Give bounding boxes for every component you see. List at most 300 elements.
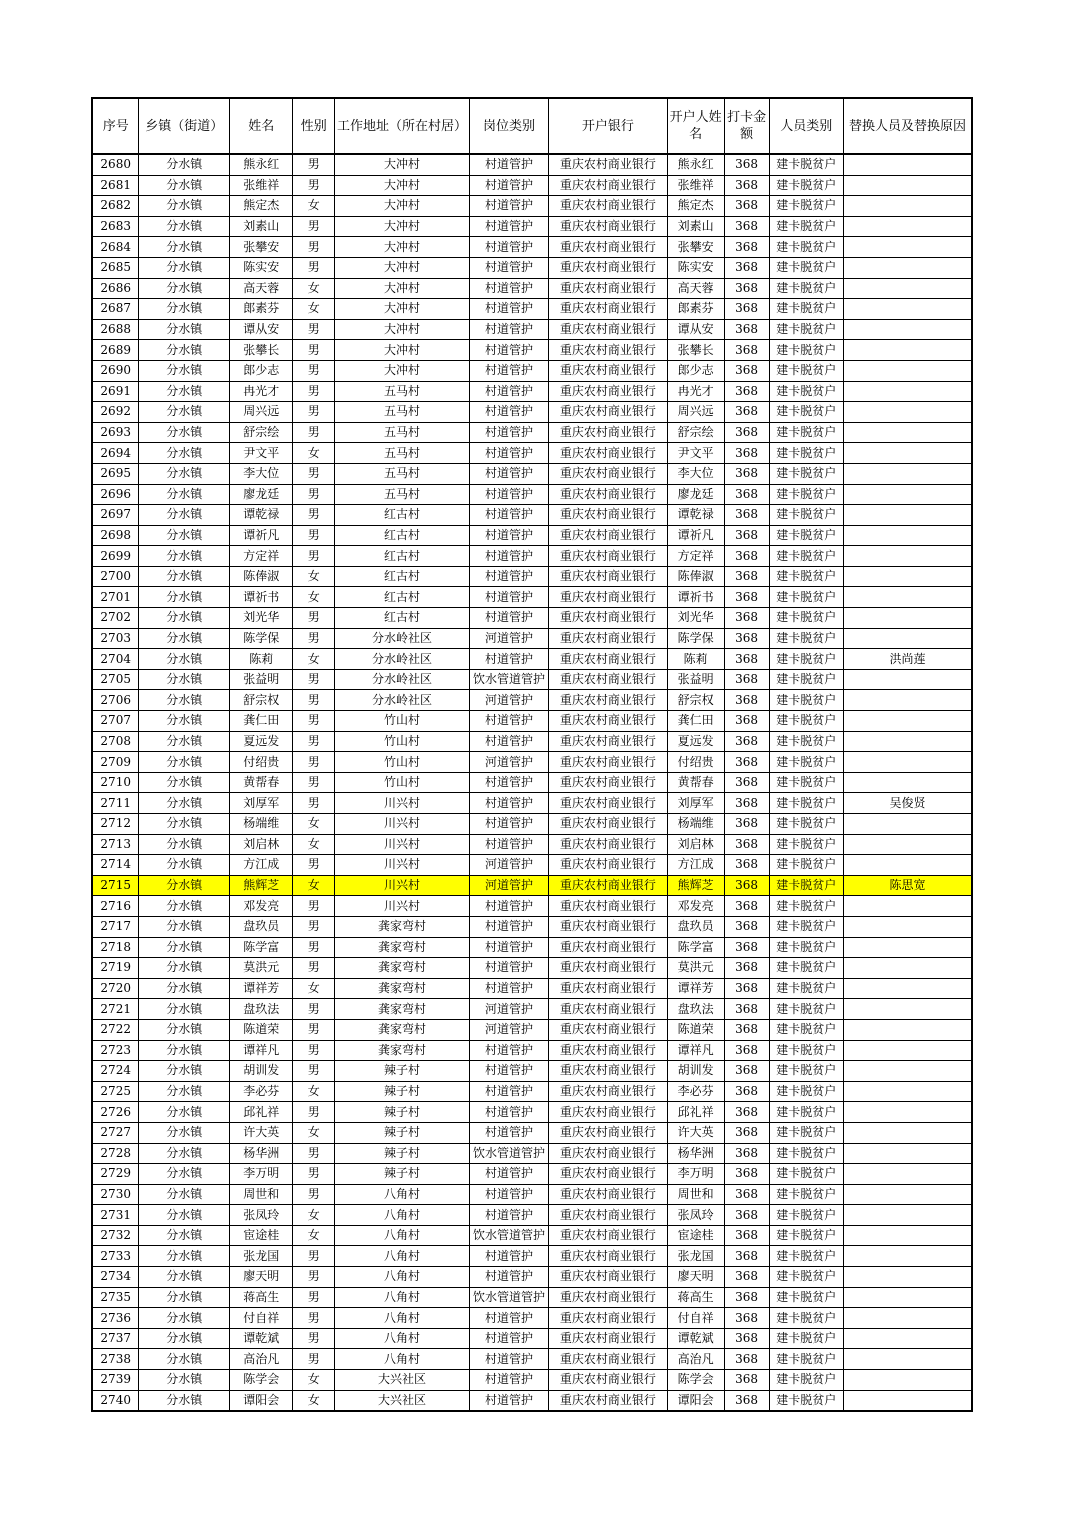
bank-cell: 重庆农村商业银行 (549, 1184, 667, 1205)
bank-cell: 重庆农村商业银行 (549, 690, 667, 711)
name-cell: 谭乾斌 (230, 1328, 293, 1349)
amount-cell: 368 (724, 711, 769, 732)
post-type-cell: 村道管护 (469, 1349, 549, 1370)
table-row (92, 1040, 972, 1061)
gender-cell: 女 (293, 587, 335, 608)
name-cell: 龚仁田 (230, 711, 293, 732)
replacement-cell (843, 216, 972, 237)
holder-cell: 廖天明 (667, 1267, 724, 1288)
town-cell: 分水镇 (139, 772, 230, 793)
table-row (92, 1122, 972, 1143)
bank-cell: 重庆农村商业银行 (549, 278, 667, 299)
table-row (92, 360, 972, 381)
gender-cell: 男 (293, 360, 335, 381)
category-cell: 建卡脱贫户 (769, 1019, 843, 1040)
name-cell: 周兴远 (230, 402, 293, 423)
town-cell: 分水镇 (139, 175, 230, 196)
category-cell: 建卡脱贫户 (769, 1164, 843, 1185)
holder-cell: 陈学会 (667, 1370, 724, 1391)
bank-cell: 重庆农村商业银行 (549, 855, 667, 876)
category-cell: 建卡脱贫户 (769, 711, 843, 732)
category-cell: 建卡脱贫户 (769, 690, 843, 711)
serial-cell: 2723 (92, 1040, 139, 1061)
name-cell: 张维祥 (230, 175, 293, 196)
amount-cell: 368 (724, 896, 769, 917)
gender-cell: 男 (293, 608, 335, 629)
bank-cell: 重庆农村商业银行 (549, 587, 667, 608)
amount-cell: 368 (724, 1287, 769, 1308)
table-row (92, 628, 972, 649)
gender-cell: 男 (293, 958, 335, 979)
gender-cell: 男 (293, 772, 335, 793)
table-row (92, 855, 972, 876)
town-cell: 分水镇 (139, 1102, 230, 1123)
name-cell: 陈莉 (230, 649, 293, 670)
serial-cell: 2712 (92, 814, 139, 835)
address-cell: 五马村 (335, 422, 470, 443)
holder-cell: 杨端维 (667, 814, 724, 835)
name-cell: 付绍贵 (230, 752, 293, 773)
replacement-cell (843, 175, 972, 196)
name-cell: 高天蓉 (230, 278, 293, 299)
holder-cell: 宦途桂 (667, 1225, 724, 1246)
gender-cell: 男 (293, 319, 335, 340)
table-row (92, 1102, 972, 1123)
amount-cell: 368 (724, 855, 769, 876)
bank-cell: 重庆农村商业银行 (549, 402, 667, 423)
gender-cell: 女 (293, 978, 335, 999)
gender-cell: 女 (293, 1122, 335, 1143)
category-cell: 建卡脱贫户 (769, 1102, 843, 1123)
town-cell: 分水镇 (139, 422, 230, 443)
amount-cell: 368 (724, 505, 769, 526)
replacement-cell (843, 855, 972, 876)
category-cell: 建卡脱贫户 (769, 422, 843, 443)
bank-cell: 重庆农村商业银行 (549, 463, 667, 484)
name-cell: 谭乾禄 (230, 505, 293, 526)
holder-cell: 尹文平 (667, 443, 724, 464)
amount-cell: 368 (724, 649, 769, 670)
replacement-cell (843, 319, 972, 340)
holder-cell: 李万明 (667, 1164, 724, 1185)
address-cell: 红古村 (335, 505, 470, 526)
category-cell: 建卡脱贫户 (769, 772, 843, 793)
gender-cell: 男 (293, 154, 335, 175)
serial-cell: 2692 (92, 402, 139, 423)
name-cell: 张凤玲 (230, 1205, 293, 1226)
category-cell: 建卡脱贫户 (769, 1328, 843, 1349)
gender-cell: 男 (293, 1164, 335, 1185)
bank-cell: 重庆农村商业银行 (549, 814, 667, 835)
replacement-cell (843, 381, 972, 402)
bank-cell: 重庆农村商业银行 (549, 649, 667, 670)
name-cell: 尹文平 (230, 443, 293, 464)
category-cell: 建卡脱贫户 (769, 1122, 843, 1143)
post-type-cell: 河道管护 (469, 752, 549, 773)
table-row (92, 875, 972, 896)
amount-cell: 368 (724, 319, 769, 340)
serial-cell: 2691 (92, 381, 139, 402)
table-row (92, 154, 972, 175)
serial-cell: 2719 (92, 958, 139, 979)
town-cell: 分水镇 (139, 608, 230, 629)
bank-cell: 重庆农村商业银行 (549, 1102, 667, 1123)
post-type-cell: 村道管护 (469, 566, 549, 587)
town-cell: 分水镇 (139, 1019, 230, 1040)
amount-cell: 368 (724, 1328, 769, 1349)
amount-cell: 368 (724, 1205, 769, 1226)
town-cell: 分水镇 (139, 1370, 230, 1391)
name-cell: 李大位 (230, 463, 293, 484)
amount-cell: 368 (724, 958, 769, 979)
address-cell: 大冲村 (335, 319, 470, 340)
holder-cell: 刘素山 (667, 216, 724, 237)
town-cell: 分水镇 (139, 319, 230, 340)
replacement-cell (843, 1349, 972, 1370)
table-row (92, 772, 972, 793)
bank-cell: 重庆农村商业银行 (549, 1308, 667, 1329)
replacement-cell (843, 566, 972, 587)
replacement-cell (843, 278, 972, 299)
replacement-cell (843, 1040, 972, 1061)
table-row (92, 319, 972, 340)
address-cell: 分水岭社区 (335, 628, 470, 649)
serial-cell: 2730 (92, 1184, 139, 1205)
address-cell: 八角村 (335, 1267, 470, 1288)
table-row (92, 711, 972, 732)
serial-cell: 2698 (92, 525, 139, 546)
holder-cell: 刘光华 (667, 608, 724, 629)
table-row (92, 463, 972, 484)
holder-cell: 冉光才 (667, 381, 724, 402)
table-body (92, 154, 972, 1411)
gender-cell: 男 (293, 484, 335, 505)
holder-cell: 陈莉 (667, 649, 724, 670)
table-row (92, 1328, 972, 1349)
serial-cell: 2695 (92, 463, 139, 484)
town-cell: 分水镇 (139, 669, 230, 690)
table-row (92, 381, 972, 402)
bank-cell: 重庆农村商业银行 (549, 216, 667, 237)
name-cell: 周世和 (230, 1184, 293, 1205)
address-cell: 大冲村 (335, 175, 470, 196)
holder-cell: 谭祥芳 (667, 978, 724, 999)
town-cell: 分水镇 (139, 1349, 230, 1370)
amount-cell: 368 (724, 875, 769, 896)
town-cell: 分水镇 (139, 855, 230, 876)
amount-cell: 368 (724, 1308, 769, 1329)
address-cell: 红古村 (335, 587, 470, 608)
holder-cell: 夏远发 (667, 731, 724, 752)
table-row (92, 690, 972, 711)
gender-cell: 男 (293, 711, 335, 732)
amount-cell: 368 (724, 834, 769, 855)
serial-cell: 2737 (92, 1328, 139, 1349)
holder-cell: 许大英 (667, 1122, 724, 1143)
category-cell: 建卡脱贫户 (769, 1246, 843, 1267)
name-cell: 熊定杰 (230, 196, 293, 217)
town-cell: 分水镇 (139, 690, 230, 711)
gender-cell: 男 (293, 216, 335, 237)
name-cell: 盘玖员 (230, 916, 293, 937)
town-cell: 分水镇 (139, 216, 230, 237)
post-type-cell: 村道管护 (469, 525, 549, 546)
replacement-cell (843, 1205, 972, 1226)
bank-cell: 重庆农村商业银行 (549, 999, 667, 1020)
holder-cell: 陈道荣 (667, 1019, 724, 1040)
replacement-cell (843, 587, 972, 608)
header-row (92, 98, 972, 154)
col-header-town: 乡镇（街道） (139, 98, 230, 154)
amount-cell: 368 (724, 381, 769, 402)
table-row (92, 752, 972, 773)
name-cell: 郎素芬 (230, 299, 293, 320)
category-cell: 建卡脱贫户 (769, 175, 843, 196)
post-type-cell: 村道管护 (469, 1308, 549, 1329)
category-cell: 建卡脱贫户 (769, 237, 843, 258)
category-cell: 建卡脱贫户 (769, 1370, 843, 1391)
post-type-cell: 村道管护 (469, 1040, 549, 1061)
replacement-cell (843, 360, 972, 381)
address-cell: 大冲村 (335, 257, 470, 278)
name-cell: 廖天明 (230, 1267, 293, 1288)
replacement-cell (843, 1225, 972, 1246)
bank-cell: 重庆农村商业银行 (549, 752, 667, 773)
category-cell: 建卡脱贫户 (769, 196, 843, 217)
post-type-cell: 村道管护 (469, 916, 549, 937)
bank-cell: 重庆农村商业银行 (549, 1122, 667, 1143)
town-cell: 分水镇 (139, 587, 230, 608)
post-type-cell: 村道管护 (469, 1102, 549, 1123)
replacement-cell (843, 546, 972, 567)
post-type-cell: 村道管护 (469, 360, 549, 381)
address-cell: 大兴社区 (335, 1390, 470, 1411)
gender-cell: 男 (293, 237, 335, 258)
amount-cell: 368 (724, 937, 769, 958)
post-type-cell: 村道管护 (469, 1328, 549, 1349)
amount-cell: 368 (724, 463, 769, 484)
serial-cell: 2722 (92, 1019, 139, 1040)
holder-cell: 刘启林 (667, 834, 724, 855)
gender-cell: 男 (293, 1143, 335, 1164)
town-cell: 分水镇 (139, 999, 230, 1020)
category-cell: 建卡脱贫户 (769, 752, 843, 773)
amount-cell: 368 (724, 1184, 769, 1205)
gender-cell: 男 (293, 1102, 335, 1123)
post-type-cell: 村道管护 (469, 896, 549, 917)
holder-cell: 周世和 (667, 1184, 724, 1205)
serial-cell: 2713 (92, 834, 139, 855)
holder-cell: 张龙国 (667, 1246, 724, 1267)
table-row (92, 1390, 972, 1411)
replacement-cell (843, 257, 972, 278)
table-row (92, 299, 972, 320)
post-type-cell: 村道管护 (469, 1370, 549, 1391)
address-cell: 红古村 (335, 608, 470, 629)
amount-cell: 368 (724, 1225, 769, 1246)
holder-cell: 谭祥凡 (667, 1040, 724, 1061)
amount-cell: 368 (724, 1370, 769, 1391)
amount-cell: 368 (724, 1019, 769, 1040)
serial-cell: 2726 (92, 1102, 139, 1123)
roster-table (91, 97, 973, 1412)
post-type-cell: 村道管护 (469, 154, 549, 175)
category-cell: 建卡脱贫户 (769, 1349, 843, 1370)
town-cell: 分水镇 (139, 443, 230, 464)
gender-cell: 男 (293, 381, 335, 402)
holder-cell: 高天蓉 (667, 278, 724, 299)
amount-cell: 368 (724, 608, 769, 629)
table-row (92, 669, 972, 690)
bank-cell: 重庆农村商业银行 (549, 257, 667, 278)
name-cell: 陈学保 (230, 628, 293, 649)
table-row (92, 1287, 972, 1308)
col-header-serial: 序号 (92, 98, 139, 154)
holder-cell: 谭祈书 (667, 587, 724, 608)
replacement-cell (843, 1287, 972, 1308)
address-cell: 大冲村 (335, 360, 470, 381)
table-row (92, 1143, 972, 1164)
holder-cell: 莫洪元 (667, 958, 724, 979)
category-cell: 建卡脱贫户 (769, 402, 843, 423)
amount-cell: 368 (724, 484, 769, 505)
serial-cell: 2717 (92, 916, 139, 937)
town-cell: 分水镇 (139, 649, 230, 670)
gender-cell: 男 (293, 999, 335, 1020)
town-cell: 分水镇 (139, 896, 230, 917)
replacement-cell (843, 628, 972, 649)
gender-cell: 男 (293, 1349, 335, 1370)
serial-cell: 2709 (92, 752, 139, 773)
town-cell: 分水镇 (139, 752, 230, 773)
town-cell: 分水镇 (139, 875, 230, 896)
serial-cell: 2680 (92, 154, 139, 175)
replacement-cell (843, 958, 972, 979)
amount-cell: 368 (724, 916, 769, 937)
post-type-cell: 村道管护 (469, 711, 549, 732)
serial-cell: 2705 (92, 669, 139, 690)
gender-cell: 男 (293, 1061, 335, 1082)
bank-cell: 重庆农村商业银行 (549, 566, 667, 587)
category-cell: 建卡脱贫户 (769, 1205, 843, 1226)
serial-cell: 2729 (92, 1164, 139, 1185)
town-cell: 分水镇 (139, 340, 230, 361)
holder-cell: 刘厚军 (667, 793, 724, 814)
amount-cell: 368 (724, 1081, 769, 1102)
replacement-cell (843, 752, 972, 773)
serial-cell: 2716 (92, 896, 139, 917)
replacement-cell (843, 711, 972, 732)
serial-cell: 2702 (92, 608, 139, 629)
col-header-amount: 打卡金额 (724, 98, 769, 154)
name-cell: 蒋高生 (230, 1287, 293, 1308)
post-type-cell: 村道管护 (469, 814, 549, 835)
serial-cell: 2690 (92, 360, 139, 381)
gender-cell: 女 (293, 299, 335, 320)
holder-cell: 张攀安 (667, 237, 724, 258)
bank-cell: 重庆农村商业银行 (549, 1205, 667, 1226)
serial-cell: 2720 (92, 978, 139, 999)
amount-cell: 368 (724, 690, 769, 711)
amount-cell: 368 (724, 1143, 769, 1164)
serial-cell: 2735 (92, 1287, 139, 1308)
replacement-cell (843, 340, 972, 361)
address-cell: 八角村 (335, 1328, 470, 1349)
amount-cell: 368 (724, 752, 769, 773)
category-cell: 建卡脱贫户 (769, 608, 843, 629)
amount-cell: 368 (724, 1390, 769, 1411)
serial-cell: 2733 (92, 1246, 139, 1267)
name-cell: 廖龙廷 (230, 484, 293, 505)
category-cell: 建卡脱贫户 (769, 1308, 843, 1329)
post-type-cell: 村道管护 (469, 1184, 549, 1205)
name-cell: 陈实安 (230, 257, 293, 278)
town-cell: 分水镇 (139, 381, 230, 402)
replacement-cell (843, 669, 972, 690)
town-cell: 分水镇 (139, 814, 230, 835)
amount-cell: 368 (724, 731, 769, 752)
gender-cell: 女 (293, 278, 335, 299)
replacement-cell (843, 196, 972, 217)
post-type-cell: 村道管护 (469, 587, 549, 608)
table-row (92, 1061, 972, 1082)
name-cell: 张攀安 (230, 237, 293, 258)
post-type-cell: 村道管护 (469, 278, 549, 299)
category-cell: 建卡脱贫户 (769, 443, 843, 464)
table-row (92, 793, 972, 814)
town-cell: 分水镇 (139, 1390, 230, 1411)
address-cell: 红古村 (335, 546, 470, 567)
gender-cell: 男 (293, 937, 335, 958)
address-cell: 龚家弯村 (335, 1040, 470, 1061)
table-row (92, 216, 972, 237)
address-cell: 竹山村 (335, 772, 470, 793)
amount-cell: 368 (724, 278, 769, 299)
address-cell: 大冲村 (335, 278, 470, 299)
gender-cell: 男 (293, 1328, 335, 1349)
amount-cell: 368 (724, 1349, 769, 1370)
gender-cell: 男 (293, 793, 335, 814)
bank-cell: 重庆农村商业银行 (549, 1019, 667, 1040)
gender-cell: 女 (293, 1081, 335, 1102)
holder-cell: 舒宗权 (667, 690, 724, 711)
address-cell: 红古村 (335, 525, 470, 546)
table-row (92, 1370, 972, 1391)
gender-cell: 男 (293, 1287, 335, 1308)
replacement-cell (843, 1143, 972, 1164)
holder-cell: 熊辉芝 (667, 875, 724, 896)
gender-cell: 女 (293, 1205, 335, 1226)
holder-cell: 陈俸淑 (667, 566, 724, 587)
gender-cell: 男 (293, 422, 335, 443)
replacement-cell: 吴俊贤 (843, 793, 972, 814)
table-row (92, 1246, 972, 1267)
name-cell: 张益明 (230, 669, 293, 690)
replacement-cell (843, 690, 972, 711)
address-cell: 龚家弯村 (335, 916, 470, 937)
bank-cell: 重庆农村商业银行 (549, 731, 667, 752)
gender-cell: 女 (293, 649, 335, 670)
category-cell: 建卡脱贫户 (769, 1287, 843, 1308)
amount-cell: 368 (724, 360, 769, 381)
address-cell: 辣子村 (335, 1081, 470, 1102)
category-cell: 建卡脱贫户 (769, 546, 843, 567)
amount-cell: 368 (724, 1122, 769, 1143)
table-row (92, 999, 972, 1020)
serial-cell: 2681 (92, 175, 139, 196)
holder-cell: 付绍贵 (667, 752, 724, 773)
table-row (92, 1164, 972, 1185)
